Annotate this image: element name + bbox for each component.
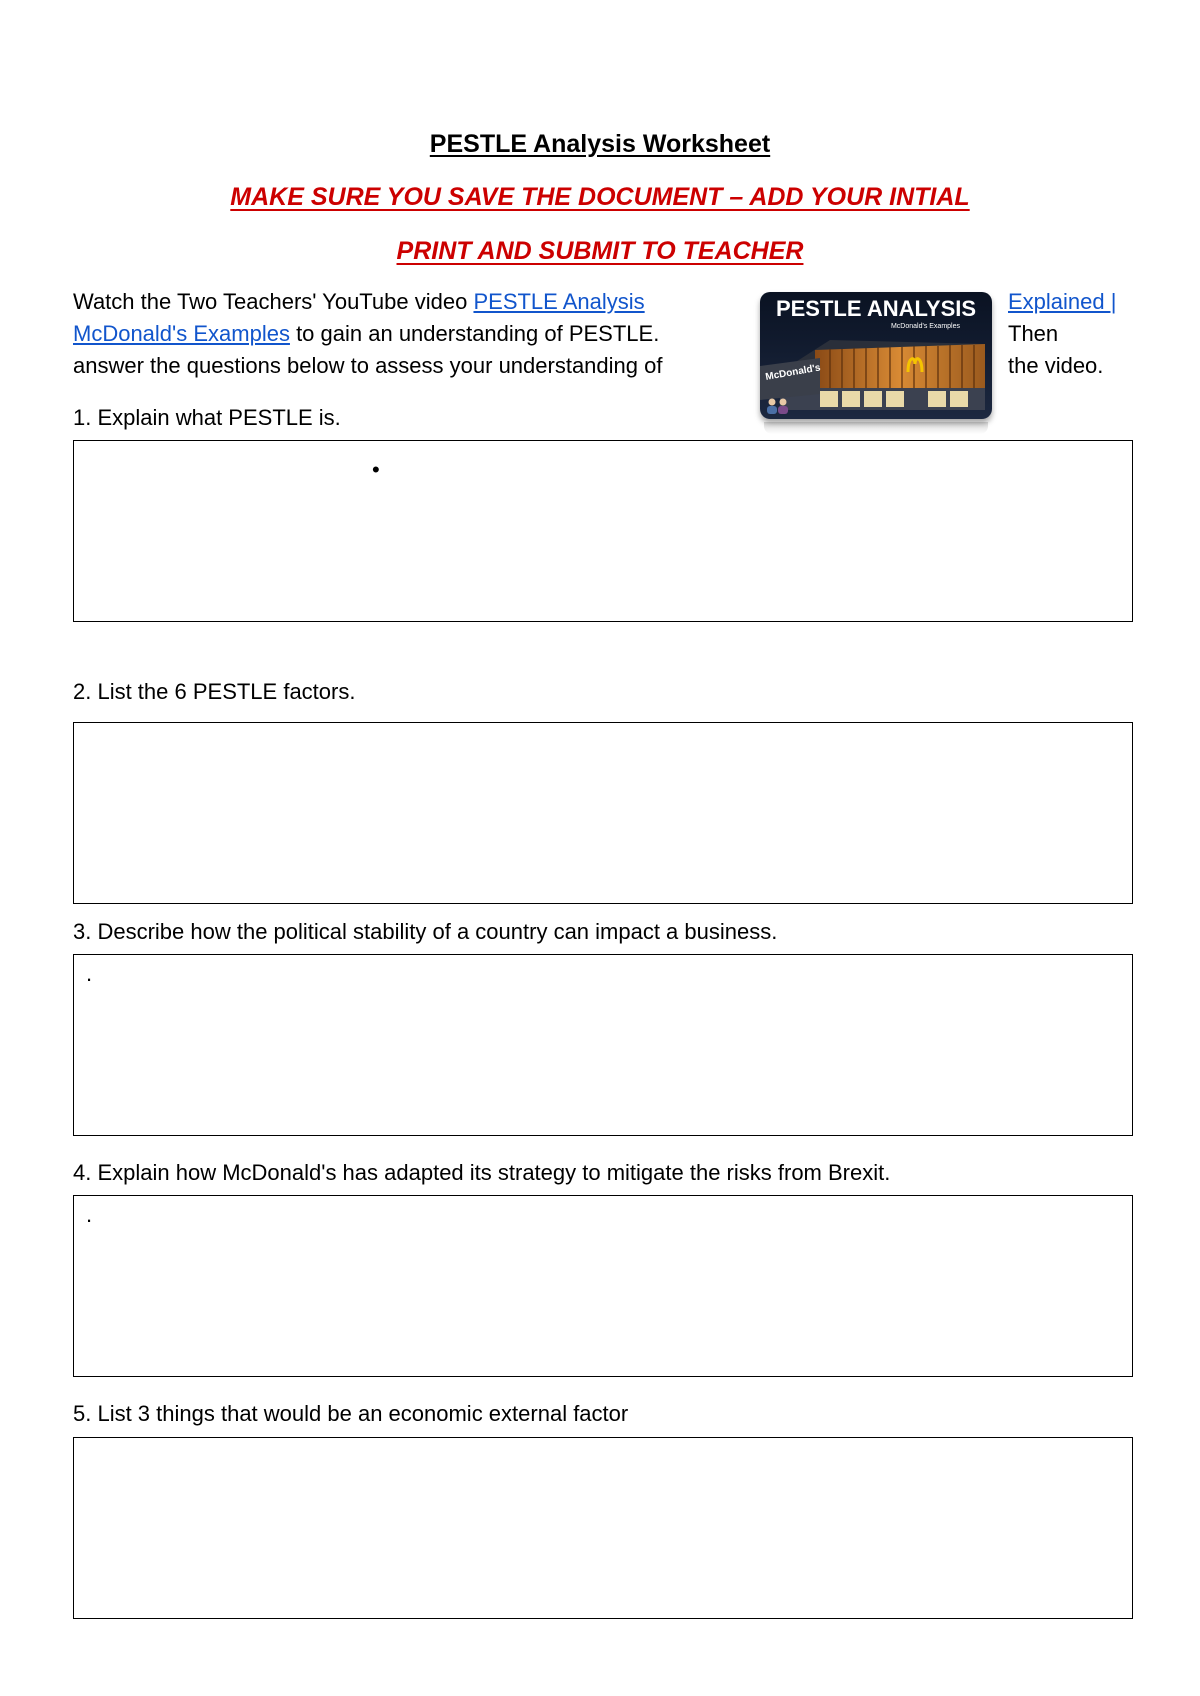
thumbnail-heading: PESTLE ANALYSIS [775,296,977,321]
intro-right-text: the video. [1008,353,1104,378]
thumbnail-sign: McDonald's [764,362,822,383]
video-link-part-3[interactable]: Explained | [1008,289,1117,314]
answer-mark: • [372,457,380,482]
question-4: 4. Explain how McDonald's has adapted its strategy to mitigate the risks from Brexit. [73,1160,891,1185]
intro-line-1 [73,286,645,318]
intro-right-text: Then [1008,321,1059,346]
video-link-part-1[interactable]: PESTLE Analysis [473,289,645,314]
intro-line-2 [73,318,659,350]
answer-box-5[interactable] [73,1437,1133,1619]
question-1: 1. Explain what PESTLE is. [73,405,341,430]
intro-text: Watch the Two Teachers' YouTube video [73,289,474,314]
question-3: 3. Describe how the political stability of a country can impact a business. [73,919,778,944]
submit-warning: PRINT AND SUBMIT TO TEACHER [396,237,804,265]
intro-line-3: answer the questions below to assess your understanding of [73,353,663,378]
page-title: PESTLE Analysis Worksheet [429,130,771,158]
video-link-part-2[interactable]: McDonald's Examples [73,321,290,346]
answer-mark: . [86,1202,93,1227]
video-link-part-3-wrap [1008,286,1116,318]
question-5: 5. List 3 things that would be an economic external factor [73,1401,629,1426]
video-thumbnail[interactable] [760,292,992,419]
intro-text: to gain an understanding of PESTLE. [289,321,660,346]
save-warning: MAKE SURE YOU SAVE THE DOCUMENT – ADD YOUR INTIAL [230,183,970,211]
answer-box-2[interactable] [73,722,1133,904]
question-2: 2. List the 6 PESTLE factors. [73,679,356,704]
answer-box-4[interactable] [73,1195,1133,1377]
answer-box-3[interactable] [73,954,1133,1136]
thumbnail-subheading: McDonald's Examples [890,323,960,330]
thumbnail-reflection [764,422,988,434]
answer-mark: . [86,961,93,986]
answer-box-1[interactable] [73,440,1133,622]
